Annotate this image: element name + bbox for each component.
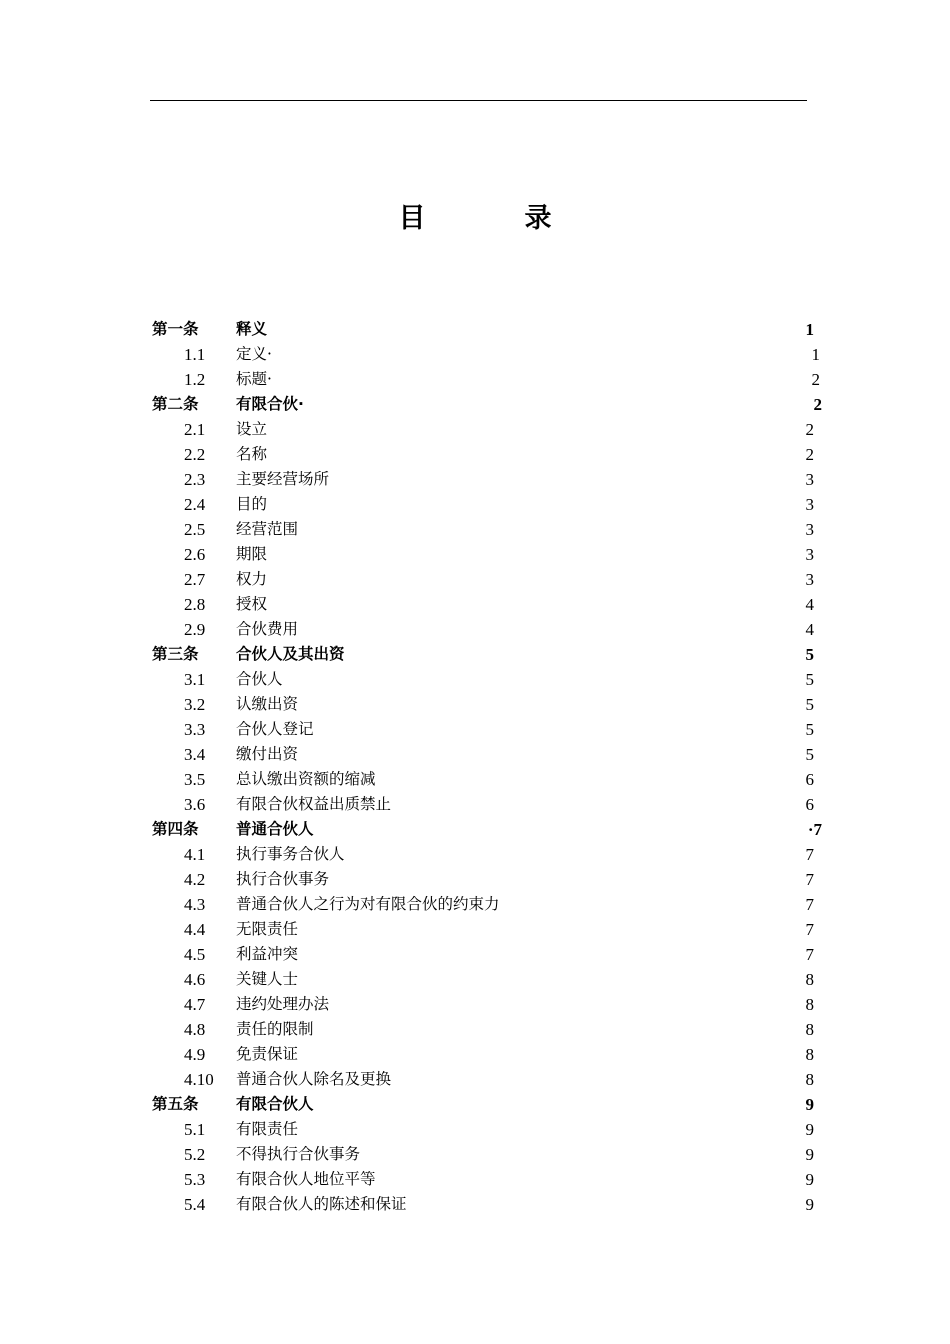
toc-subsection-row[interactable] xyxy=(150,667,830,692)
toc-subsection-row[interactable] xyxy=(150,417,830,442)
toc-subsection-row[interactable] xyxy=(150,742,830,767)
toc-entry-number: 2.2 xyxy=(184,445,206,464)
page-title: 目 录 xyxy=(398,203,588,234)
toc-subsection-row[interactable] xyxy=(150,567,830,592)
toc-entry-number: 4.3 xyxy=(184,895,206,914)
toc-entry-number: 3.6 xyxy=(184,795,206,814)
toc-entry-title: 目的 xyxy=(236,495,268,513)
toc-entry-title: 免责保证 xyxy=(236,1045,299,1063)
toc-entry-number: 3.1 xyxy=(184,670,206,689)
toc-page-number: 3 xyxy=(805,570,814,589)
toc-entry-title: 设立 xyxy=(236,420,268,438)
toc-entry-number: 4.6 xyxy=(184,970,206,989)
toc-entry-number: 2.9 xyxy=(184,620,206,639)
toc-entry-number: 第五条 xyxy=(152,1095,199,1113)
toc-subsection-row[interactable] xyxy=(150,492,830,517)
toc-section-row[interactable] xyxy=(150,317,830,342)
toc-entry-title: 合伙费用 xyxy=(236,620,299,638)
toc-entry-number: 1.2 xyxy=(184,370,206,389)
toc-entry-title: 有限合伙人地位平等 xyxy=(236,1170,376,1188)
toc-entry-number: 3.5 xyxy=(184,770,206,789)
toc-page-number: 5 xyxy=(805,670,814,689)
toc-page-number: 8 xyxy=(805,1045,814,1064)
toc-subsection-row[interactable] xyxy=(150,842,830,867)
toc-subsection-row[interactable] xyxy=(150,342,830,367)
toc-entry-title: 不得执行合伙事务 xyxy=(236,1145,361,1163)
toc-entry-number: 2.5 xyxy=(184,520,206,539)
toc-page-number: 1 xyxy=(811,345,820,364)
toc-entry-number: 2.1 xyxy=(184,420,206,439)
toc-page-number: 8 xyxy=(805,1070,814,1089)
toc-entry-title: 有限合伙人的陈述和保证 xyxy=(236,1195,407,1213)
toc-subsection-row[interactable] xyxy=(150,892,830,917)
toc-page-number: 2 xyxy=(805,445,814,464)
toc-page-number: 4 xyxy=(805,620,814,639)
toc-subsection-row[interactable] xyxy=(150,967,830,992)
toc-entry-title: 认缴出资 xyxy=(236,695,299,713)
toc-entry-number: 2.7 xyxy=(184,570,206,589)
toc-page-number: 8 xyxy=(805,995,814,1014)
toc-subsection-row[interactable] xyxy=(150,592,830,617)
toc-entry-title: 有限责任 xyxy=(236,1120,299,1138)
toc-subsection-row[interactable] xyxy=(150,917,830,942)
toc-entry-number: 3.2 xyxy=(184,695,206,714)
toc-page-number: 9 xyxy=(805,1170,814,1189)
toc-page-number: 8 xyxy=(805,970,814,989)
toc-subsection-row[interactable] xyxy=(150,1192,830,1217)
toc-subsection-row[interactable] xyxy=(150,617,830,642)
toc-page-number: 9 xyxy=(805,1195,814,1214)
toc-page-number: 2 xyxy=(805,420,814,439)
toc-entry-title: 责任的限制 xyxy=(236,1020,314,1038)
toc-entry-title: 执行事务合伙人 xyxy=(236,845,345,863)
toc-entry-title: 普通合伙人除名及更换 xyxy=(236,1070,392,1088)
toc-entry-title: 总认缴出资额的缩减 xyxy=(236,770,376,788)
toc-entry-number: 2.6 xyxy=(184,545,206,564)
toc-page-number: 4 xyxy=(805,595,814,614)
toc-entry-number: 4.8 xyxy=(184,1020,206,1039)
toc-subsection-row[interactable] xyxy=(150,517,830,542)
toc-entry-title: 执行合伙事务 xyxy=(236,870,330,888)
toc-page-number: 7 xyxy=(805,845,814,864)
toc-entry-title: 合伙人及其出资 xyxy=(236,645,345,663)
toc-entry-title: 主要经营场所 xyxy=(236,470,330,488)
toc-subsection-row[interactable] xyxy=(150,867,830,892)
toc-entry-number: 第四条 xyxy=(152,820,199,838)
toc-page-number: 9 xyxy=(805,1095,814,1114)
toc-section-row[interactable] xyxy=(150,392,830,417)
toc-subsection-row[interactable] xyxy=(150,792,830,817)
toc-subsection-row[interactable] xyxy=(150,1017,830,1042)
toc-page-number: 5 xyxy=(805,745,814,764)
toc-entry-number: 5.3 xyxy=(184,1170,206,1189)
toc-section-row[interactable] xyxy=(150,642,830,667)
toc-entry-number: 4.9 xyxy=(184,1045,206,1064)
toc-entry-number: 1.1 xyxy=(184,345,206,364)
toc-entry-number: 5.4 xyxy=(184,1195,206,1214)
toc-page-number: 6 xyxy=(805,795,814,814)
toc-subsection-row[interactable] xyxy=(150,717,830,742)
toc-entry-number: 3.4 xyxy=(184,745,206,764)
toc-page-number: 5 xyxy=(805,695,814,714)
toc-page-number: 8 xyxy=(805,1020,814,1039)
toc-page-number: 3 xyxy=(805,495,814,514)
toc-subsection-row[interactable] xyxy=(150,767,830,792)
toc-subsection-row[interactable] xyxy=(150,992,830,1017)
toc-entry-title: 权力 xyxy=(236,570,268,588)
toc-page-number: 9 xyxy=(805,1145,814,1164)
toc-entry-title: 标题· xyxy=(236,370,272,388)
toc-page-number: 3 xyxy=(805,470,814,489)
toc-entry-number: 2.4 xyxy=(184,495,206,514)
toc-entry-number: 4.4 xyxy=(184,920,206,939)
toc-entry-title: 名称 xyxy=(236,445,268,463)
toc-subsection-row[interactable] xyxy=(150,542,830,567)
toc-entry-title: 利益冲突 xyxy=(236,945,299,963)
header-rule xyxy=(150,100,807,101)
table-of-contents xyxy=(150,317,830,1217)
toc-section-row[interactable] xyxy=(150,817,830,842)
toc-entry-title: 释义 xyxy=(236,320,268,338)
toc-entry-title: 有限合伙· xyxy=(236,395,304,413)
toc-entry-title: 合伙人 xyxy=(236,670,283,688)
toc-subsection-row[interactable] xyxy=(150,442,830,467)
toc-subsection-row[interactable] xyxy=(150,1117,830,1142)
toc-page-number: 3 xyxy=(805,520,814,539)
toc-subsection-row[interactable] xyxy=(150,367,830,392)
toc-entry-number: 4.1 xyxy=(184,845,206,864)
toc-subsection-row[interactable] xyxy=(150,1167,830,1192)
toc-page-number: 7 xyxy=(805,945,814,964)
toc-entry-number: 第二条 xyxy=(152,395,199,413)
toc-page-number: ·7 xyxy=(807,820,822,839)
toc-entry-number: 4.2 xyxy=(184,870,206,889)
toc-page-number: 3 xyxy=(805,545,814,564)
toc-entry-title: 有限合伙权益出质禁止 xyxy=(236,795,392,813)
toc-entry-number: 第一条 xyxy=(152,320,199,338)
toc-subsection-row[interactable] xyxy=(150,942,830,967)
toc-page-number: 5 xyxy=(805,720,814,739)
toc-entry-number: 5.2 xyxy=(184,1145,206,1164)
toc-entry-number: 4.5 xyxy=(184,945,206,964)
toc-entry-title: 普通合伙人 xyxy=(236,820,314,838)
toc-subsection-row[interactable] xyxy=(150,1142,830,1167)
toc-entry-title: 无限责任 xyxy=(236,920,299,938)
toc-entry-number: 3.3 xyxy=(184,720,206,739)
toc-entry-number: 4.10 xyxy=(184,1070,214,1089)
toc-entry-title: 合伙人登记 xyxy=(236,720,314,738)
toc-page-number: 6 xyxy=(805,770,814,789)
toc-page-number: 7 xyxy=(805,895,814,914)
toc-page-number: 1 xyxy=(805,320,814,339)
toc-entry-title: 定义· xyxy=(236,345,272,363)
toc-subsection-row[interactable] xyxy=(150,467,830,492)
toc-entry-number: 第三条 xyxy=(152,645,199,663)
toc-page-number: 5 xyxy=(805,645,814,664)
toc-entry-title: 违约处理办法 xyxy=(236,995,330,1013)
toc-subsection-row[interactable] xyxy=(150,1042,830,1067)
toc-subsection-row[interactable] xyxy=(150,1067,830,1092)
toc-entry-title: 有限合伙人 xyxy=(236,1095,314,1113)
toc-page-number: 9 xyxy=(805,1120,814,1139)
toc-page-number: 7 xyxy=(805,870,814,889)
toc-subsection-row[interactable] xyxy=(150,692,830,717)
toc-page-number: 2 xyxy=(813,395,822,414)
toc-entry-title: 授权 xyxy=(236,595,268,613)
toc-entry-title: 缴付出资 xyxy=(236,745,299,763)
toc-entry-number: 2.8 xyxy=(184,595,206,614)
toc-entry-number: 5.1 xyxy=(184,1120,206,1139)
toc-entry-number: 4.7 xyxy=(184,995,206,1014)
toc-page-number: 2 xyxy=(811,370,820,389)
toc-entry-number: 2.3 xyxy=(184,470,206,489)
toc-entry-title: 关键人士 xyxy=(236,970,299,988)
toc-entry-title: 普通合伙人之行为对有限合伙的约束力 xyxy=(236,895,500,913)
toc-section-row[interactable] xyxy=(150,1092,830,1117)
toc-entry-title: 经营范围 xyxy=(236,520,299,538)
toc-page-number: 7 xyxy=(805,920,814,939)
toc-entry-title: 期限 xyxy=(236,545,268,563)
